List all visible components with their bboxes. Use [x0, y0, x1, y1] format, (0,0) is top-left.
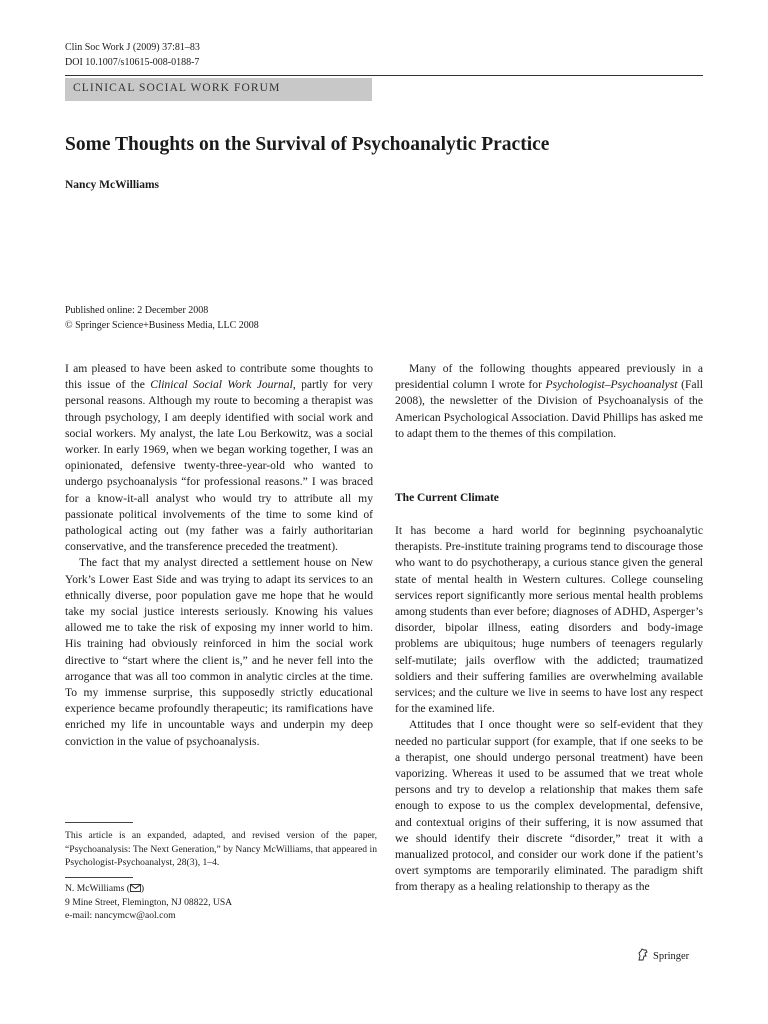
doi-link[interactable]: DOI 10.1007/s10615-008-0188-7: [65, 57, 200, 68]
right-column-body: [395, 523, 703, 896]
correspondence-email[interactable]: e-mail: nancymcw@aol.com: [65, 910, 176, 921]
newsletter-name: Psychologist–Psychoanalyst: [545, 378, 678, 392]
copyright-notice: © Springer Science+Business Media, LLC 2008: [65, 320, 259, 331]
journal-citation: Clin Soc Work J (2009) 37:81–83: [65, 42, 200, 53]
section-heading: The Current Climate: [395, 492, 499, 504]
correspondence-block: [65, 882, 232, 923]
analyst-paragraph: The fact that my analyst directed a settlement house on New York’s Lower East Side and was trying to adapt its services to an ethnically diverse, poor population gave me hope that he would take my social justice interests seriously. Knowing his values allowed me to take the risk of exposing my inner world to him. His training had obviously reinforced in him the social work directive to “start where the client is,” and he never fell into the arrogance that was all too common in analytic circles at the time. To my immense surprise, this supposedly strictly educational experience became profoundly therapeutic; its ramifications have enriched my life in uncountable ways and underpin my deep conviction in the value of psychoanalysis.: [65, 556, 373, 748]
forum-label: CLINICAL SOCIAL WORK FORUM: [73, 82, 281, 94]
right-column-intro: [395, 361, 703, 442]
climate-paragraph: It has become a hard world for beginning psychoanalytic therapists. Pre-institute training programs tend to discourage those who want to do psychotherapy, a curious stance given the general state of mental health in Western cultures. College counseling services report significantly more serious mental health problems among students than ever before; diagnoses of ADHD, Asperger’s disorder, bipolar illness, eating disorders and body-image problems are ubiquitous; huge numbers of teenagers regularly self-mutilate; jails overflow with the addicted; traumatized soldiers and their suffering families are overwhelming available services; and the culture we live in seems to have lost any respect for the examined life.: [395, 524, 703, 716]
article-title: Some Thoughts on the Survival of Psychoanalytic Practice: [65, 134, 550, 155]
springer-logo: [636, 948, 689, 962]
newsletter-paragraph: Many of the following thoughts appeared previously in a presidential column I wrote for Psychologist–Psychoanalyst (Fall 2008), the newsletter of the Division of Psychoanalysis of the American Psychological Association. David Phillips has asked me to adapt them to the themes of this compilation.: [395, 362, 704, 440]
correspondence-address: 9 Mine Street, Flemington, NJ 08822, USA: [65, 896, 233, 908]
published-online-date: Published online: 2 December 2008: [65, 305, 209, 316]
left-column: [65, 361, 373, 750]
journal-name: Clinical Social Work Journal: [150, 378, 293, 392]
forum-banner: [65, 78, 372, 101]
springer-horse-icon: [636, 948, 650, 962]
attitudes-paragraph: Attitudes that I once thought were so self-evident that they needed no particular support (for example, that if one seeks to be a therapist, one should undergo personal treatment) have been vaporizing. Whereas it used to be assumed that we treat whole persons and try to develop a relationship that makes them safe enough to expose to us the complex developmental, defensive, and contextual origins of their suffering, it is now assumed that we should identify their discrete “disorder,” treat it with a manualized protocol, and consider our work done if the patient’s overt symptoms are temporarily eliminated. The paradigm shift from therapy as a healing relationship to therapy as the: [395, 718, 703, 894]
footnote: This article is an expanded, adapted, and revised version of the paper, “Psychoanalysis: The Next Generation,” by Nancy McWilliams, that appeared in Psychologist-Psychoanalyst, 28(3), 1–4.: [65, 830, 377, 868]
envelope-icon[interactable]: [130, 884, 141, 892]
intro-paragraph: I am pleased to have been asked to contribute some thoughts to this issue of the Clinical Social Work Journal, partly for very personal reasons. Although my route to becoming a therapist was through psychology, I am deeply identified with social work and social workers. My analyst, the late Lou Berkowitz, was a social worker. In early 1969, when we began working together, I was an opinionated, defensive twenty-three-year-old who wanted to undergo psychoanalysis “for professional reasons.” I was braced for a know-it-all analyst who would try to attribute all my passionate political involvements of the time to some kind of pathological acting out (my father was a fairly authoritarian conservative, and the transference preceded the treatment).: [65, 362, 373, 554]
footnote-rule: [65, 822, 133, 823]
correspondence-name: N. McWilliams ( ): [65, 883, 145, 894]
publisher-name: Springer: [653, 951, 690, 962]
author-name: Nancy McWilliams: [65, 179, 160, 191]
header-rule: [65, 75, 703, 76]
correspondence-rule: [65, 877, 133, 878]
